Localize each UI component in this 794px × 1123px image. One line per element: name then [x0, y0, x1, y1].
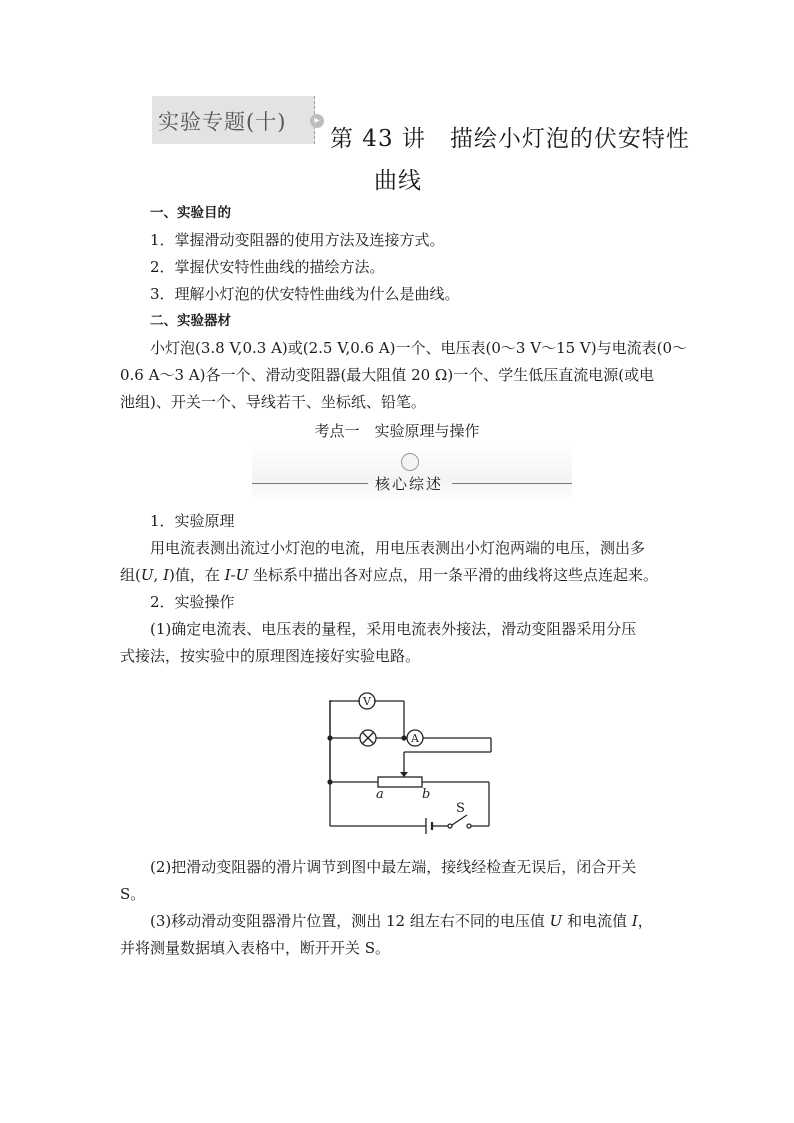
equipment-line-3: 池组)、开关一个、导线若干、坐标纸、铅笔。	[120, 393, 426, 411]
topic-label: 实验专题(十)	[158, 110, 287, 134]
rheostat-end-a: a	[376, 787, 384, 802]
kaodian-heading: 考点一 实验原理与操作	[314, 422, 480, 440]
operation-step-1-line-1: (1)确定电流表、电压表的量程，采用电流表外接法，滑动变阻器采用分压	[150, 620, 637, 638]
banner-label: 核心综述	[375, 475, 444, 493]
banner-divider-left	[252, 483, 368, 484]
rheostat-symbol	[378, 777, 422, 787]
operation-step-1-line-2: 式接法，按实验中的原理图连接好实验电路。	[120, 647, 421, 665]
principle-heading: 1．实验原理	[150, 512, 235, 530]
slider-arrow-icon	[400, 772, 408, 777]
circuit-diagram	[308, 672, 508, 837]
switch-label: S	[456, 801, 465, 816]
operation-heading: 2．实验操作	[150, 593, 235, 611]
leaf-icon	[401, 453, 419, 471]
principle-line-1: 用电流表测出流过小灯泡的电流，用电压表测出小灯泡两端的电压，测出多	[150, 539, 646, 557]
voltmeter-label: V	[363, 695, 371, 708]
operation-step-3-line-1: (3)移动滑动变阻器滑片位置，测出 12 组左右不同的电压值 U 和电流值 I，	[150, 912, 653, 930]
equipment-heading: 二、实验器材	[150, 313, 231, 329]
principle-line-2: 组(U, I)值，在 I-U 坐标系中描出各对应点，用一条平滑的曲线将这些点连起来。	[120, 566, 659, 584]
arrow-icon: ▸	[310, 114, 324, 128]
banner-divider-right	[452, 483, 572, 484]
switch-lever	[452, 815, 467, 825]
purpose-item-1: 1．掌握滑动变阻器的使用方法及连接方式。	[150, 231, 445, 249]
lecture-title: 第 43 讲 描绘小灯泡的伏安特性	[330, 126, 690, 152]
operation-step-2-line-1: (2)把滑动变阻器的滑片调节到图中最左端，接线经检查无误后，闭合开关	[150, 858, 637, 876]
purpose-item-2: 2．掌握伏安特性曲线的描绘方法。	[150, 258, 385, 276]
equipment-line-2: 0.6 A～3 A)各一个、滑动变阻器(最大阻值 20 Ω)一个、学生低压直流电源(或电	[120, 366, 655, 384]
equipment-line-1: 小灯泡(3.8 V,0.3 A)或(2.5 V,0.6 A)一个、电压表(0～3 V～15 V)与电流表(0～	[150, 339, 687, 357]
operation-step-3-line-2: 并将测量数据填入表格中，断开开关 S。	[120, 939, 391, 957]
operation-step-2-line-2: S。	[120, 885, 146, 903]
purpose-item-3: 3．理解小灯泡的伏安特性曲线为什么是曲线。	[150, 285, 460, 303]
lecture-title-continued: 曲线	[374, 168, 422, 194]
ammeter-label: A	[411, 732, 419, 745]
rheostat-end-b: b	[422, 787, 431, 802]
purpose-heading: 一、实验目的	[150, 205, 231, 221]
